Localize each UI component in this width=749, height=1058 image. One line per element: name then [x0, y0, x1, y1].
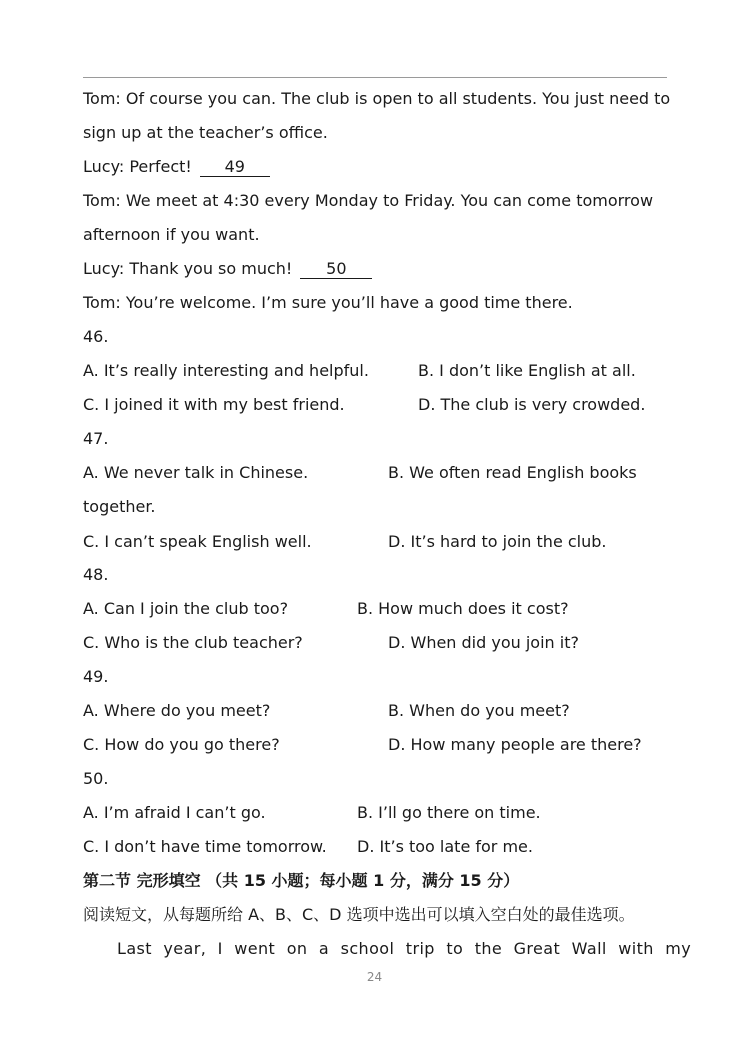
question-number: 49. — [83, 667, 109, 686]
option-b-continued: together. — [83, 497, 156, 516]
option-a: A. Where do you meet? — [83, 701, 271, 720]
dialogue-line: Tom: You’re welcome. I’m sure you’ll have a good time there. — [83, 293, 573, 312]
passage-first-line: Last year, I went on a school trip to the Great Wall with my — [117, 939, 692, 958]
option-b: B. We often read English books — [388, 463, 637, 482]
dialogue-text: Lucy: Thank you so much! — [83, 259, 293, 278]
option-d: D. It’s too late for me. — [357, 837, 533, 856]
question-number: 48. — [83, 565, 109, 584]
option-c: C. Who is the club teacher? — [83, 633, 303, 652]
dialogue-line: Tom: We meet at 4:30 every Monday to Friday. You can come tomorrow — [83, 191, 654, 210]
option-d: D. It’s hard to join the club. — [388, 532, 607, 551]
option-c: C. How do you go there? — [83, 735, 280, 754]
dialogue-line: Tom: Of course you can. The club is open to all students. You just need to — [83, 89, 671, 108]
option-b: B. I don’t like English at all. — [418, 361, 636, 380]
option-a: A. Can I join the club too? — [83, 599, 289, 618]
page-number: 24 — [366, 970, 383, 984]
section-instruction: 阅读短文，从每题所给 A、B、C、D 选项中选出可以填入空白处的最佳选项。 — [83, 905, 635, 924]
option-a: A. We never talk in Chinese. — [83, 463, 309, 482]
question-number: 46. — [83, 327, 109, 346]
option-b: B. When do you meet? — [388, 701, 570, 720]
option-c: C. I can’t speak English well. — [83, 532, 312, 551]
dialogue-line — [83, 157, 683, 177]
option-b: B. How much does it cost? — [357, 599, 569, 618]
answer-blank-50: 50 — [300, 260, 372, 279]
question-number: 47. — [83, 429, 109, 448]
option-a: A. I’m afraid I can’t go. — [83, 803, 266, 822]
option-c: C. I don’t have time tomorrow. — [83, 837, 327, 856]
section-heading: 第二节 完形填空 （共 15 小题；每小题 1 分，满分 15 分） — [83, 871, 520, 890]
option-d: D. How many people are there? — [388, 735, 642, 754]
option-a: A. It’s really interesting and helpful. — [83, 361, 369, 380]
option-b: B. I’ll go there on time. — [357, 803, 541, 822]
dialogue-text: Lucy: Perfect! — [83, 157, 192, 176]
answer-blank-49: 49 — [200, 158, 270, 177]
dialogue-line — [83, 259, 683, 279]
dialogue-line: sign up at the teacher’s office. — [83, 123, 328, 142]
question-number: 50. — [83, 769, 109, 788]
option-d: D. The club is very crowded. — [418, 395, 646, 414]
header-rule — [83, 77, 667, 78]
dialogue-line: afternoon if you want. — [83, 225, 260, 244]
option-c: C. I joined it with my best friend. — [83, 395, 345, 414]
option-d: D. When did you join it? — [388, 633, 579, 652]
